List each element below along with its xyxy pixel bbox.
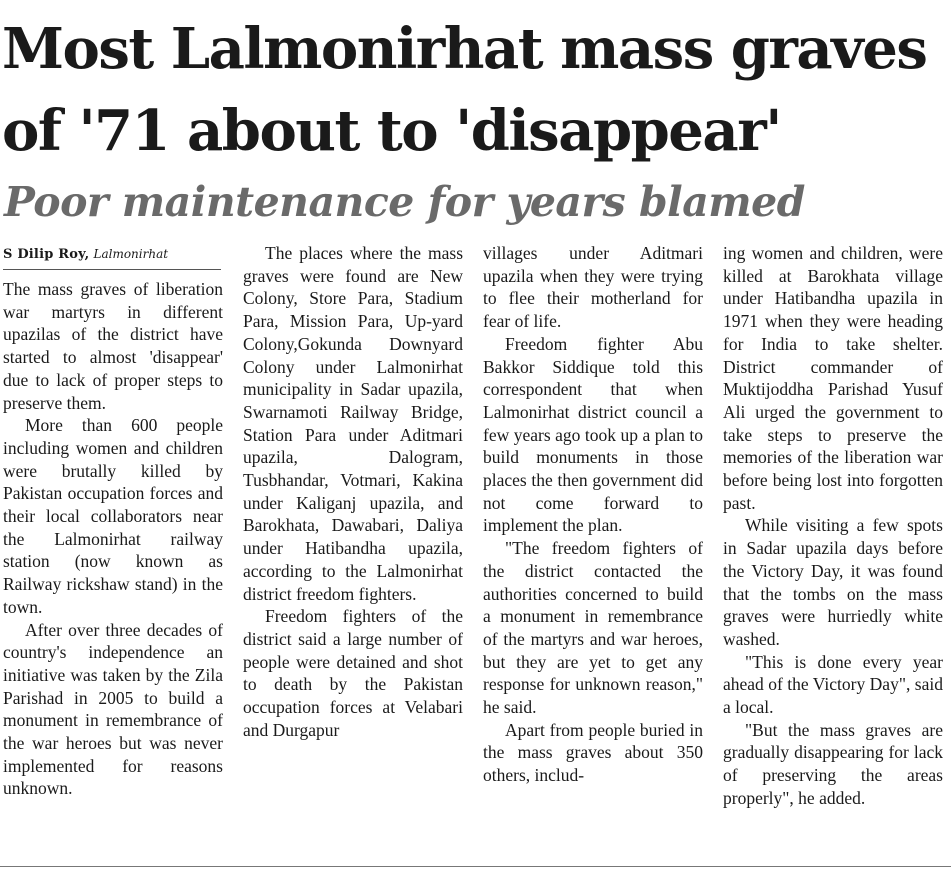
paragraph: Freedom fighter Abu Bakkor Siddique told this correspondent that when Lalmonirhat district council a few years ago took up a plan to build monuments in those places the then government did not come forward to implement the plan. — [483, 333, 703, 536]
paragraph: "But the mass graves are gradually disappearing for lack of preserving the areas properly", he added. — [723, 719, 943, 808]
byline-location: Lalmonirhat — [93, 247, 169, 261]
paragraph: "This is done every year ahead of the Victory Day", said a local. — [723, 651, 943, 718]
bottom-rule-divider — [0, 866, 951, 867]
paragraph: Freedom fighters of the district said a large number of people were detained and shot to death by the Pakistan occupation forces at Velabari and Durgapur — [243, 606, 463, 740]
paragraph: While visiting a few spots in Sadar upazila days before the Victory Day, it was found that the tombs on the mass graves were hurriedly white washed. — [723, 515, 943, 649]
subheadline: Poor maintenance for years blamed — [4, 178, 805, 226]
paragraph: villages under Aditmari upazila when they were trying to flee their motherland for fear of life. — [483, 243, 703, 332]
headline-line-2: of '71 about to 'disappear' — [2, 98, 781, 164]
article-column-4 — [723, 242, 943, 810]
article-column-3 — [483, 242, 703, 787]
headline — [2, 8, 947, 172]
headline-line-1: Most Lalmonirhat mass graves — [2, 16, 927, 82]
paragraph: More than 600 people including women and children were brutally killed by Pakistan occupation forces and their local collaborators near the Lalmonirhat railway station (now known as Railway rickshaw stand) in the town. — [3, 415, 223, 617]
paragraph: The mass graves of liberation war martyrs in different upazilas of the district have started to almost 'disappear' due to lack of proper steps to preserve them. — [3, 279, 223, 413]
article-column-2 — [243, 242, 463, 741]
byline-author: S Dilip Roy, — [3, 247, 90, 262]
paragraph: "The freedom fighters of the district contacted the authorities concerned to build a monument in remembrance of the martyrs and war heroes, but they are yet to get any response for unknown reason," he said. — [483, 538, 703, 718]
paragraph: The places where the mass graves were found are New Colony, Store Para, Stadium Para, Mission Para, Up-yard Colony,Gokunda Downyard Colony under Lalmonirhat municipality in Sadar upazila, Swarnamoti Railway Bridge, Station Para under Aditmari upazila, Dalogram, Tusbhandar, Votmari, Kakina under Kaliganj upazila, and Barokhata, Dawabari, Daliya under Hatibandha upazila, according to the Lalmonirhat district freedom fighters. — [243, 243, 463, 604]
paragraph: ing women and children, were killed at Barokhata village under Hatibandha upazila in 1971 when they were heading for India to take shelter. District commander of Muktijoddha Parishad Yusuf Ali urged the government to take steps to preserve the memories of the liberation war before being lost into forgotten past. — [723, 243, 943, 513]
paragraph: Apart from people buried in the mass graves about 350 others, includ- — [483, 719, 703, 786]
article-column-1 — [3, 278, 223, 800]
byline — [3, 244, 221, 270]
paragraph: After over three decades of country's independence an initiative was taken by the Zila Parishad in 2005 to build a monument in remembrance of the war heroes but was never implemented for reasons unknown. — [3, 619, 223, 799]
